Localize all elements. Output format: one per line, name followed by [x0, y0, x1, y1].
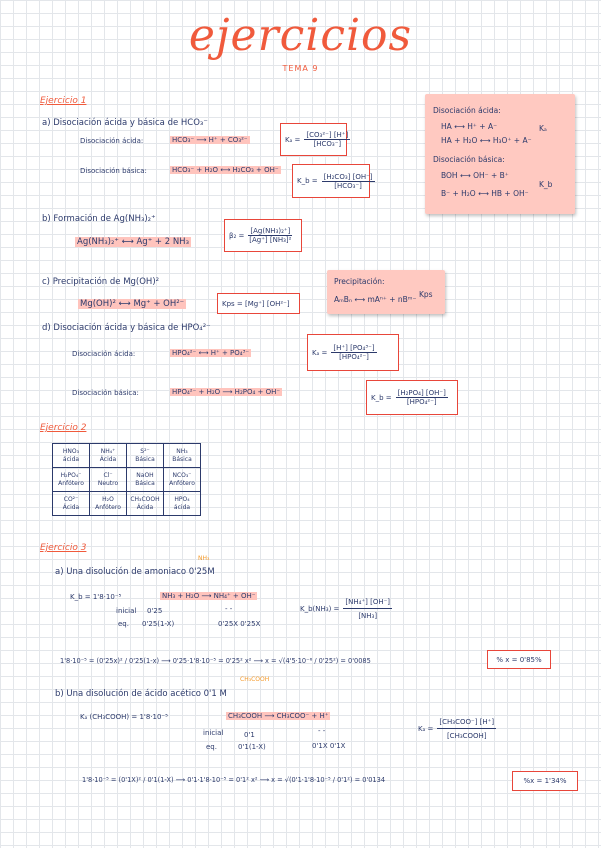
ex3a-calculation: 1'8·10⁻⁵ = (0'25x)² / 0'25(1-x) ⟶ 0'25·1'8·10⁻⁵ = 0'25² x² ⟶ x = √(4'5·10⁻⁶ / 0'25²) = 0'0085 — [60, 657, 371, 665]
ex3b-label: b) Una disolución de ácido acético 0'1 M — [55, 689, 227, 699]
classification: Básica — [135, 455, 155, 463]
classification: Básica — [135, 479, 155, 487]
table-row — [53, 492, 201, 516]
table-cell — [53, 468, 90, 492]
ex1a-base-label: Disociación básica: — [80, 167, 147, 175]
note-line: Disociación ácida: — [433, 106, 501, 115]
classification: Neutro — [97, 479, 119, 487]
ex3b-result-box: %x = 1'34% — [512, 771, 578, 791]
ex1a-acid-eq: HCO₃⁻ ⟶ H⁺ + CO₃²⁻ — [172, 136, 248, 144]
page-subtitle: TEMA 9 — [282, 64, 319, 73]
species: HPO₄ — [174, 495, 190, 503]
species: H₂O — [102, 495, 114, 503]
note-line: HA ⟷ H⁺ + A⁻ — [441, 122, 498, 131]
ex3a-label: a) Una disolución de amoniaco 0'25M — [55, 567, 215, 577]
ex1d-label: d) Disociación ácida y básica de HPO₄²⁻ — [42, 323, 211, 333]
table-row — [53, 468, 201, 492]
ex1d-kb-box: K_b = $\frac{\text{[H₂PO₄] [OH⁻]}}{\text{[HPO₄²⁻]}}$ — [366, 380, 458, 415]
species: H₂PO₄⁻ — [60, 471, 82, 479]
note-kb-label: K_b — [539, 180, 553, 189]
ex1c-eq: Mg(OH)² ⟷ Mg⁺ + OH²⁻ — [80, 299, 185, 309]
note-line: BOH ⟷ OH⁻ + B⁺ — [441, 171, 509, 180]
ex3a-kb: K_b = 1'8·10⁻⁵ — [70, 593, 122, 601]
ex3a-kb-expression: K_b(NH₃) = $\frac{\text{[NH₄⁺] [OH⁻]}}{\text{[NH₃]}}$ — [300, 598, 391, 620]
classification: ácida — [173, 503, 191, 511]
ex3b-eq-label: eq. — [206, 743, 217, 751]
note-line: B⁻ + H₂O ⟷ HB + OH⁻ — [441, 189, 529, 198]
note-line: Disociación básica: — [433, 155, 505, 164]
table-cell — [53, 492, 90, 516]
ex3a-eq-rest: 0'25X 0'25X — [218, 620, 261, 628]
table-cell — [127, 468, 164, 492]
note-dissociation — [425, 94, 575, 214]
ex3b-annotation: CH₃COOH — [240, 676, 270, 683]
page-title: ejercicios — [188, 10, 413, 61]
species: HNO₃ — [62, 447, 80, 455]
classification: Ácida — [136, 503, 154, 511]
ex3b-ka-expression: Kₐ = [CH₃COO⁻] [H⁺] [CH₃COOH] — [418, 718, 495, 740]
species: CO²⁻ — [63, 495, 79, 503]
ex3a-inicial-rest: - - — [225, 605, 233, 613]
species: NCO₃⁻ — [172, 471, 192, 479]
classification: Ácida — [99, 455, 117, 463]
ex3b-inicial-val: 0'1 — [244, 731, 255, 739]
ex1c-label: c) Precipitación de Mg(OH)² — [42, 277, 160, 287]
table-cell — [127, 444, 164, 468]
table-cell — [90, 444, 127, 468]
ex1c-kps-box: Kps = [Mg⁺] [OH²⁻] — [217, 293, 300, 314]
ex3b-eq-val: 0'1(1-X) — [238, 743, 266, 751]
table-cell — [164, 492, 201, 516]
classification: ácida — [62, 455, 80, 463]
ex1b-label: b) Formación de Ag(NH₃)₂⁺ — [42, 214, 156, 224]
ex1a-ka-box: Kₐ = $\frac{\text{[CO₃²⁻] [H⁺]}}{\text{[HCO₃⁻]}}$ — [280, 123, 347, 156]
exercise-2-heading: Ejercicio 2 — [40, 423, 87, 433]
ex3a-eq-label: eq. — [118, 620, 129, 628]
table-cell — [127, 492, 164, 516]
note-kps-label: Kps — [419, 290, 433, 299]
ex1a-acid-label: Disociación ácida: — [80, 137, 144, 145]
note-line: HA + H₂O ⟷ H₃O⁺ + A⁻ — [441, 136, 532, 145]
classification: Básica — [172, 455, 192, 463]
table-cell — [53, 444, 90, 468]
ex1b-beta-box: β₂ = $\frac{\text{[Ag(NH₃)₂⁺]}}{\text{[Ag⁺] [NH₃]²}}$ — [224, 219, 302, 252]
ex3b-eq-rest: 0'1X 0'1X — [312, 742, 346, 750]
classification: Anfótero — [58, 479, 84, 487]
ex3b-eq: CH₃COOH ⟶ CH₃COO⁻ + H⁺ — [228, 712, 329, 720]
ex1a-kb-box: K_b = $\frac{\text{[H₂CO₃] [OH⁻]}}{\text{[HCO₃⁻]}}$ — [292, 164, 370, 198]
ex3a-inicial-label: inicial — [116, 607, 137, 615]
ex1d-acid-eq: HPO₄²⁻ ⟷ H⁺ + PO₄³⁻ — [172, 349, 250, 357]
ex1d-acid-label: Disociación ácida: — [72, 350, 136, 358]
ex3b-ka: Kₐ (CH₃COOH) = 1'8·10⁻⁵ — [80, 713, 168, 721]
ex1a-label: a) Disociación ácida y básica de HCO₃⁻ — [42, 118, 208, 128]
ex3a-eq: NH₃ + H₂O ⟶ NH₄⁺ + OH⁻ — [162, 592, 256, 600]
table-cell — [90, 492, 127, 516]
species: NaOH — [136, 471, 154, 479]
ex3b-inicial-label: inicial — [203, 729, 224, 737]
ex1a-base-eq: HCO₃⁻ + H₂O ⟷ H₂CO₃ + OH⁻ — [172, 166, 279, 174]
ex3a-eq-val: 0'25(1-X) — [142, 620, 175, 628]
note-line: Precipitación: — [334, 277, 385, 286]
ex3b-calculation: 1'8·10⁻⁵ = (0'1X)² / 0'1(1-X) ⟶ 0'1·1'8·10⁻⁵ = 0'1² x² ⟶ x = √(0'1·1'8·10⁻⁵ / 0'1²) = 0'0134 — [82, 776, 386, 784]
classification-table — [52, 443, 201, 516]
note-ka-label: Kₐ — [539, 124, 547, 133]
species: NH₃ — [176, 447, 188, 455]
table-row — [53, 444, 201, 468]
classification: Ácida — [62, 503, 80, 511]
ex1d-ka-box: Kₐ = $\frac{\text{[H⁺] [PO₄³⁻]}}{\text{[HPO₄²⁻]}}$ — [307, 334, 399, 371]
species: S²⁻ — [140, 447, 150, 455]
ex3a-result-box: % x = 0'85% — [487, 650, 551, 669]
note-line: AₘBₙ ⟷ mAⁿ⁺ + nBᵐ⁻ — [334, 295, 417, 304]
species: NH₄⁺ — [100, 447, 116, 455]
exercise-1-heading: Ejercicio 1 — [40, 96, 87, 106]
ex1b-eq: Ag(NH₃)₂⁺ ⟷ Ag⁺ + 2 NH₃ — [77, 237, 189, 247]
note-precipitation — [327, 270, 445, 314]
table-cell — [164, 444, 201, 468]
ex3a-inicial-val: 0'25 — [147, 607, 163, 615]
species: Cl⁻ — [103, 471, 113, 479]
exercise-3-heading: Ejercicio 3 — [40, 543, 87, 553]
table-cell — [164, 468, 201, 492]
species: CH₃COOH — [130, 495, 160, 503]
classification: Anfótero — [169, 479, 195, 487]
ex3a-annotation: NH₃ — [198, 555, 210, 562]
ex1d-base-eq: HPO₄²⁻ + H₂O ⟶ H₂PO₄ + OH⁻ — [172, 388, 281, 396]
table-cell — [90, 468, 127, 492]
classification: Anfótero — [95, 503, 121, 511]
ex1d-base-label: Disociación básica: — [72, 389, 139, 397]
ex3b-inicial-rest: - - — [318, 727, 326, 735]
